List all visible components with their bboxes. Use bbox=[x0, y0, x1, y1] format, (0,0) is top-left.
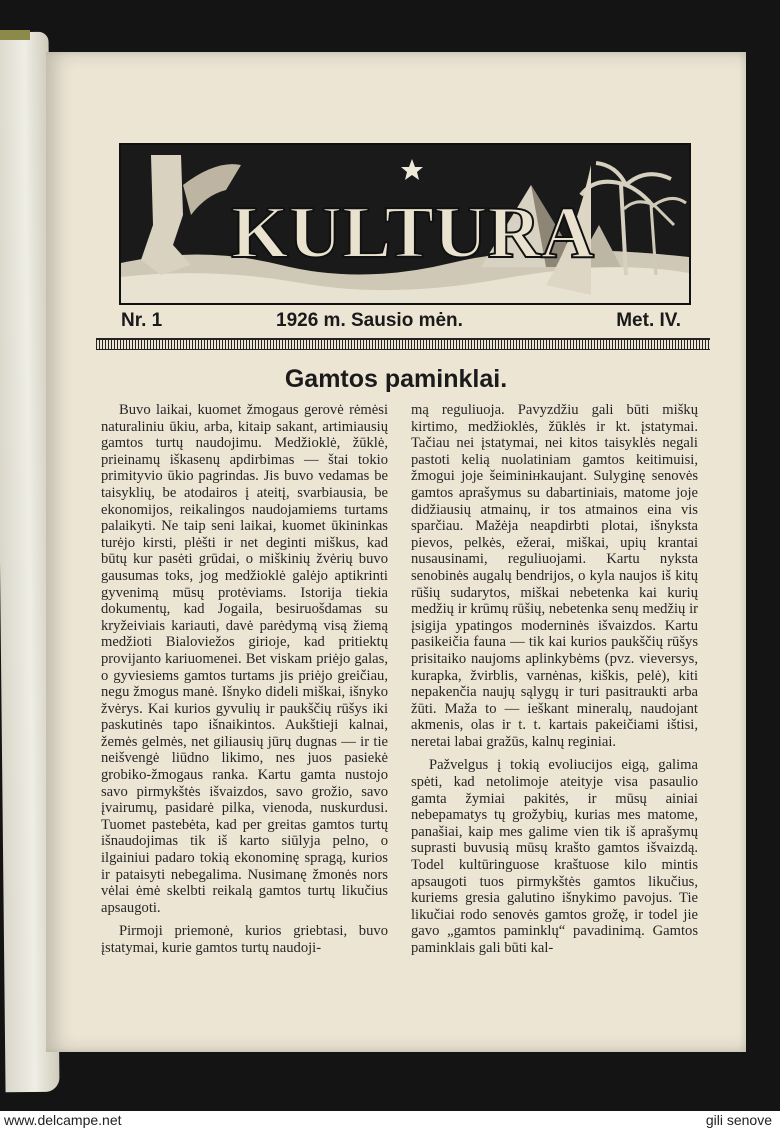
masthead-logo-text: KULTURA bbox=[231, 192, 595, 274]
paragraph: mą reguliuoja. Pavyzdžiu gali būti miškų kirtimo, medžioklės, žūklės ir kt. įstatymai. Tačiau nei įstatymai, nei kitos taisyklės negali pastoti kelią nuolatiniam gamtos keitimuisi, žmogui joje šeiminінkaujant. Sulyginę senovės gamtos aprašymus su dabartiniais, matome joje didžiausių atmainų, ir tos atmainos eina vis sparčiau. Mažėja neapdirbti plotai, išnyksta pievos, pelkės, ežerai, miškai, upių krantai nusausinami, reguliuojami. Kartu nyksta senobinės augalų bendrijos, o kyla naujos iš kitų rūšių sudarytos, miškai nebetenka kai kurių medžių ir krūmų rūšių, nebetenka senų medžių ir įsigija ypatingos moderninės išvaizdos. Kartu pasikeičia fauna — tik kai kurios paukščių rūšys prisitaiko naujoms aplinkybėms (pvz. vieversys, kurapka, žvirblis, varnėnas, kiškis, pelė), kiti nepakenčia naujų sąlygų ir turi pasitraukti arba žūti. Maža to — ieškant mineralų, naudojant akmenis, olas ir t. t. kartais pakeičiami ištisi, neretai labai gražūs, kalnų reginiai. bbox=[411, 402, 698, 750]
issue-number: Nr. 1 bbox=[121, 310, 163, 331]
ornamental-rule bbox=[96, 338, 710, 350]
masthead-illustration bbox=[119, 143, 691, 305]
article-column-left bbox=[101, 402, 388, 964]
paragraph: Pažvelgus į tokią evoliucijos eigą, galima spėti, kad netolimoje ateityje visa pasaulio gamta žymiai pakitės, ir mūsų ainiai nebepamatys tų grožybių, kurias mes matome, panašiai, kaip mes galime vien tik iš aprašymų suprasti buvusią mūsų krašto gamtos išvaizdą. Todel kultūringuose kraštuose kilo mintis apsaugoti tuos pirmykštės gamtos likučius, kuriems gresia galutino išnykimo pavojus. Tie likučiai rodo senovės gamtos grožę, ir todel jie gavo „gamtos paminklų“ pavadinimą. Gamtos paminklais gali būti kal- bbox=[411, 757, 698, 956]
watermark-site: www.delcampe.net bbox=[4, 1112, 122, 1128]
paragraph: Pirmoji priemonė, kurios griebtasi, buvo įstatymai, kurie gamtos turtų naudoji- bbox=[101, 923, 388, 956]
magazine-page bbox=[46, 52, 746, 1052]
paragraph: Buvo laikai, kuomet žmogaus gerovė rėmėsi naturaliniu ūkiu, arba, kitaip sakant, artimiausių gamtos turtų naudojimu. Medžioklė, žūklė, prieinamų iškasenų apdirbimas — štai tokio primityvio ūkio pagrindas. Jis buvo vedamas be taisyklių, be atodairos į ateitį, svarbiausia, be ekonomijos, reikalingos naudojamiems turtams palaikyti. Ne taip seni laikai, kuomet ūkininkas turėjo kirsti, plėšti ir net deginti miškus, kad būtų kur pasėti grūdai, o miškinių žvėrių buvo gausumas toks, jog medžioklė galėjo aptikrinti gyvenimą mūsų protėviams. Istorija tiekia dokumentų, kad Jogaila, besiruošdamas su kryžeiviais kariauti, davė parėdymą visą žiemą medžioti Bialoviežos girioje, kad pritiektų provijanto kariuomenei. Bet viskam priėjo galas, o gyviesiems gamtos turtams jis priėjo greičiau, negu žmogus manė. Išnyko dideli miškai, išnyko žvėrys. Kai kurios gyvulių ir paukščių rūšys iki paskutinės tapo išnaikintos. Aukštieji kalnai, žemės gelmės, net giliausių jūrų dugnas — ir tie neišvengė liūdno likimo, nes juos pasiekė grobiko-žmogaus ranka. Kartu gamta nustojo savo pirmykštės išvaizdos, savo grožio, savo įvairumų, pasidarė pilka, vienoda, nuskurdusi. Tuomet pastebėta, kad per greitas gamtos turtų išnaudojimas tik iš karto siūlyja pelno, o ilgainiui padaro tokią ekonominę spragą, kurios ir pataisyti nebegalima. Nusimanę žmonės nors vėlai ėmė skelbti reikalą gamtos turtų likučius apsaugoti. bbox=[101, 402, 388, 916]
watermark-seller: gili senove bbox=[705, 1112, 772, 1128]
issue-date: 1926 m. Sausio mėn. bbox=[276, 310, 463, 331]
article-column-right bbox=[411, 402, 698, 964]
watermark-bar bbox=[0, 1111, 780, 1130]
issue-info-row bbox=[119, 310, 687, 334]
article-title: Gamtos paminklai. bbox=[284, 365, 508, 393]
issue-volume: Met. IV. bbox=[616, 310, 681, 331]
masthead-artwork bbox=[121, 145, 689, 303]
binding-edge bbox=[0, 30, 30, 40]
